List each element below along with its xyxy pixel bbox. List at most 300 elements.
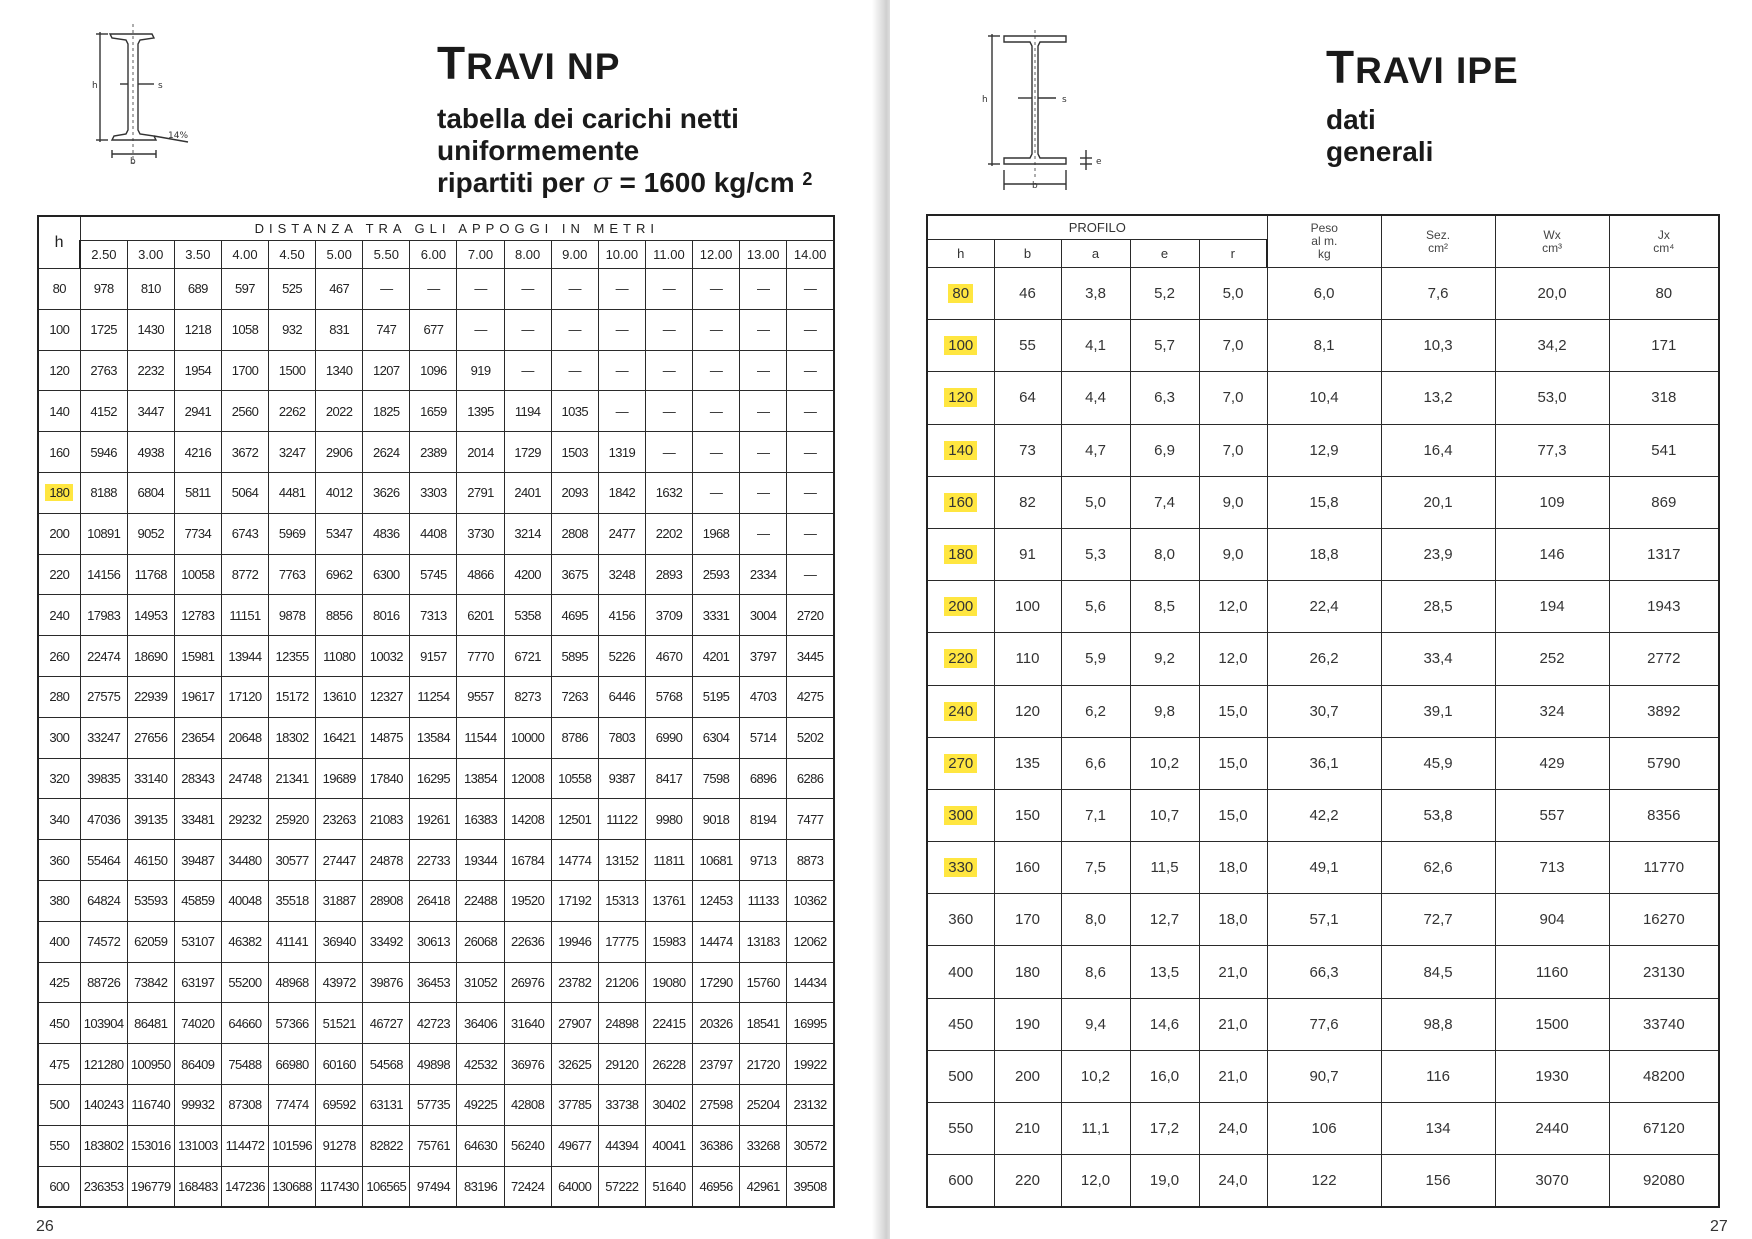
np-row-h-value: 550 <box>49 1138 70 1154</box>
np-load-cell: 19080 <box>645 962 692 1003</box>
np-load-cell: 4481 <box>269 472 316 513</box>
ipe-value-cell: 53,0 <box>1495 372 1609 424</box>
np-load-cell: 77474 <box>269 1084 316 1125</box>
ipe-table-row <box>927 946 1719 998</box>
ipe-row-h-value: 160 <box>944 493 977 512</box>
np-row-h-value: 100 <box>49 322 70 338</box>
ipe-value-cell: 904 <box>1495 894 1609 946</box>
np-load-cell: 7477 <box>787 799 834 840</box>
np-row-h-value: 220 <box>49 566 70 582</box>
ipe-table-row <box>927 1103 1719 1155</box>
np-load-cell: 74572 <box>80 921 127 962</box>
np-load-cell: 3730 <box>457 513 504 554</box>
np-load-cell: — <box>551 350 598 391</box>
ipe-value-cell: 72,7 <box>1381 894 1495 946</box>
np-distance-header: 7.00 <box>457 241 504 269</box>
np-row-h-cell <box>38 269 80 310</box>
ipe-value-cell: 146 <box>1495 528 1609 580</box>
np-load-cell: 6896 <box>740 758 787 799</box>
page-subtitle <box>437 103 812 199</box>
np-load-cell: 8016 <box>363 595 410 636</box>
np-table-row <box>38 1044 834 1085</box>
ipe-row-h-value: 360 <box>948 911 974 929</box>
np-load-cell: 36406 <box>457 1003 504 1044</box>
np-load-cell: 2389 <box>410 432 457 473</box>
np-row-h-value: 280 <box>49 689 70 705</box>
np-load-cell: 978 <box>80 269 127 310</box>
np-table-row <box>38 840 834 881</box>
ipe-value-cell: 12,9 <box>1267 424 1381 476</box>
np-load-cell: 26228 <box>645 1044 692 1085</box>
np-load-cell: 14953 <box>127 595 174 636</box>
np-load-cell: 10558 <box>551 758 598 799</box>
ipe-row-h-cell <box>927 424 994 476</box>
ipe-value-cell: 171 <box>1609 320 1719 372</box>
np-load-cell: 39487 <box>174 840 221 881</box>
ipe-value-cell: 160 <box>994 842 1061 894</box>
ipe-value-cell: 6,2 <box>1061 685 1130 737</box>
np-load-cell: 21341 <box>269 758 316 799</box>
np-load-cell: 8873 <box>787 840 834 881</box>
np-row-h-value: 180 <box>45 484 73 501</box>
np-load-cell: 1194 <box>504 391 551 432</box>
np-load-cell: 47036 <box>80 799 127 840</box>
ipe-value-cell: 7,6 <box>1381 268 1495 320</box>
formula-exponent: 2 <box>802 169 813 189</box>
np-load-cell: 51521 <box>316 1003 363 1044</box>
diagram-label-h: h <box>92 81 98 91</box>
ipe-value-cell: 55 <box>994 320 1061 372</box>
subtitle-line-2: uniformemente <box>437 135 640 166</box>
np-load-cell: 3675 <box>551 554 598 595</box>
np-load-cell: 57735 <box>410 1084 457 1125</box>
np-load-cell: 39135 <box>127 799 174 840</box>
np-load-cell: 11080 <box>316 636 363 677</box>
ipe-value-cell: 15,8 <box>1267 476 1381 528</box>
np-load-cell: — <box>645 391 692 432</box>
np-table-row <box>38 880 834 921</box>
np-load-cell: 4156 <box>598 595 645 636</box>
np-load-cell: 12355 <box>269 636 316 677</box>
np-beam-section-diagram <box>92 24 212 174</box>
np-load-cell: 82822 <box>363 1125 410 1166</box>
np-row-h-value: 140 <box>49 403 70 419</box>
np-load-cell: 14156 <box>80 554 127 595</box>
np-load-cell: 6743 <box>221 513 268 554</box>
ipe-table-row <box>927 789 1719 841</box>
np-load-cell: 183802 <box>80 1125 127 1166</box>
np-load-cell: 99932 <box>174 1084 221 1125</box>
ipe-page-subtitle <box>1326 104 1433 168</box>
ipe-value-cell: 11770 <box>1609 842 1719 894</box>
np-load-cell: 9052 <box>127 513 174 554</box>
np-load-cell: 6286 <box>787 758 834 799</box>
np-distance-header: 4.50 <box>269 241 316 269</box>
np-load-cell: 1096 <box>410 350 457 391</box>
diagram-label-slope: 14% <box>168 131 189 141</box>
np-load-cell: 40048 <box>221 880 268 921</box>
np-load-cell: — <box>551 269 598 310</box>
np-load-cell: 5202 <box>787 717 834 758</box>
np-load-cell: 5358 <box>504 595 551 636</box>
np-load-cell: 53593 <box>127 880 174 921</box>
np-load-cell: 16295 <box>410 758 457 799</box>
np-load-cell: 8188 <box>80 472 127 513</box>
np-load-cell: 2893 <box>645 554 692 595</box>
np-load-cell: 28343 <box>174 758 221 799</box>
np-load-cell: 15760 <box>740 962 787 1003</box>
ipe-value-cell: 84,5 <box>1381 946 1495 998</box>
ipe-col-b: b <box>994 240 1061 268</box>
np-load-cell: 87308 <box>221 1084 268 1125</box>
np-row-h-value: 475 <box>49 1056 70 1072</box>
ipe-row-h-value: 450 <box>948 1015 974 1033</box>
np-load-cell: — <box>645 432 692 473</box>
title-rest: RAVI NP <box>466 46 621 87</box>
ipe-row-h-cell <box>927 737 994 789</box>
ipe-value-cell: 5,0 <box>1061 476 1130 528</box>
ipe-value-cell: 194 <box>1495 581 1609 633</box>
np-load-cell: — <box>787 391 834 432</box>
np-load-cell: 62059 <box>127 921 174 962</box>
np-load-cell: 11768 <box>127 554 174 595</box>
ipe-row-h-cell <box>927 685 994 737</box>
np-load-cell: 6804 <box>127 472 174 513</box>
np-load-cell: 32625 <box>551 1044 598 1085</box>
np-load-cell: 19922 <box>787 1044 834 1085</box>
np-row-h-value: 425 <box>49 974 70 990</box>
np-load-cell: 8273 <box>504 676 551 717</box>
np-load-cell: 31640 <box>504 1003 551 1044</box>
np-load-cell: 39835 <box>80 758 127 799</box>
np-load-cell: 2593 <box>693 554 740 595</box>
np-load-cell: 1842 <box>598 472 645 513</box>
np-distance-header: 11.00 <box>645 241 692 269</box>
np-load-cell: 33268 <box>740 1125 787 1166</box>
np-row-h-cell <box>38 1003 80 1044</box>
np-load-cell: 49898 <box>410 1044 457 1085</box>
np-load-cell: 1500 <box>269 350 316 391</box>
ipe-value-cell: 9,2 <box>1130 633 1199 685</box>
np-load-cell: 22488 <box>457 880 504 921</box>
np-table-row <box>38 432 834 473</box>
formula-value: = 1600 kg/cm <box>611 167 795 198</box>
np-load-cell: — <box>645 350 692 391</box>
np-row-h-value: 400 <box>49 934 70 950</box>
np-load-cell: 1430 <box>127 309 174 350</box>
ipe-value-cell: 16,4 <box>1381 424 1495 476</box>
ipe-value-cell: 1930 <box>1495 1050 1609 1102</box>
np-load-cell: 2093 <box>551 472 598 513</box>
np-distance-header-row <box>38 241 834 269</box>
np-load-cell: 4670 <box>645 636 692 677</box>
np-load-cell: 17120 <box>221 676 268 717</box>
np-load-cell: 6962 <box>316 554 363 595</box>
np-load-cell: 23782 <box>551 962 598 1003</box>
ipe-value-cell: 8,5 <box>1130 581 1199 633</box>
ipe-table-row <box>927 424 1719 476</box>
np-table-row <box>38 921 834 962</box>
np-load-cell: 116740 <box>127 1084 174 1125</box>
np-load-cell: 55464 <box>80 840 127 881</box>
np-load-cell: 57222 <box>598 1166 645 1207</box>
ipe-table-body <box>927 268 1719 1207</box>
np-row-h-cell <box>38 880 80 921</box>
ipe-value-cell: 9,0 <box>1199 528 1267 580</box>
np-load-cell: 2262 <box>269 391 316 432</box>
np-load-cell: 48968 <box>269 962 316 1003</box>
np-load-cell: 42532 <box>457 1044 504 1085</box>
ipe-row-h-value: 240 <box>944 702 977 721</box>
np-load-cell: 5226 <box>598 636 645 677</box>
np-load-cell: 2014 <box>457 432 504 473</box>
np-load-cell: 57366 <box>269 1003 316 1044</box>
np-load-cell: 1319 <box>598 432 645 473</box>
ipe-value-cell: 66,3 <box>1267 946 1381 998</box>
ipe-row-h-value: 180 <box>944 545 977 564</box>
np-load-cell: 30613 <box>410 921 457 962</box>
np-load-cell: 8772 <box>221 554 268 595</box>
np-load-cell: 13584 <box>410 717 457 758</box>
np-load-cell: — <box>598 309 645 350</box>
np-table-row <box>38 758 834 799</box>
np-load-cell: 2477 <box>598 513 645 554</box>
np-load-cell: 4275 <box>787 676 834 717</box>
np-load-cell: 33481 <box>174 799 221 840</box>
np-load-cell: 3247 <box>269 432 316 473</box>
np-row-h-cell <box>38 921 80 962</box>
ipe-value-cell: 190 <box>994 998 1061 1050</box>
ipe-value-cell: 1317 <box>1609 528 1719 580</box>
np-load-cell: 10032 <box>363 636 410 677</box>
np-load-cell: 20648 <box>221 717 268 758</box>
np-load-cell: 43972 <box>316 962 363 1003</box>
np-load-cell: 42808 <box>504 1084 551 1125</box>
ipe-value-cell: 11,1 <box>1061 1103 1130 1155</box>
np-load-cell: — <box>693 472 740 513</box>
np-load-cell: 4695 <box>551 595 598 636</box>
np-load-cell: 196779 <box>127 1166 174 1207</box>
np-load-cell: — <box>740 432 787 473</box>
np-load-cell: 5064 <box>221 472 268 513</box>
np-load-cell: 36940 <box>316 921 363 962</box>
ipe-row-h-value: 330 <box>944 858 977 877</box>
np-load-cell: 19520 <box>504 880 551 921</box>
ipe-value-cell: 180 <box>994 946 1061 998</box>
np-load-cell: 41141 <box>269 921 316 962</box>
ipe-value-cell: 92080 <box>1609 1155 1719 1207</box>
ipe-table-row <box>927 998 1719 1050</box>
np-load-cell: — <box>504 269 551 310</box>
np-load-cell: 5195 <box>693 676 740 717</box>
np-load-cell: 810 <box>127 269 174 310</box>
np-load-cell: 13761 <box>645 880 692 921</box>
np-load-cell: 28908 <box>363 880 410 921</box>
np-load-cell: 747 <box>363 309 410 350</box>
np-load-cell: 12008 <box>504 758 551 799</box>
ipe-row-h-cell <box>927 476 994 528</box>
np-table-row <box>38 799 834 840</box>
ipe-value-cell: 30,7 <box>1267 685 1381 737</box>
np-load-cell: 64824 <box>80 880 127 921</box>
np-row-h-cell <box>38 636 80 677</box>
np-load-cell: 37785 <box>551 1084 598 1125</box>
ipe-value-cell: 18,0 <box>1199 894 1267 946</box>
np-load-cell: — <box>693 309 740 350</box>
np-load-cell: 3797 <box>740 636 787 677</box>
ipe-value-cell: 28,5 <box>1381 581 1495 633</box>
ipe-subtitle-line-1: dati <box>1326 104 1376 135</box>
np-load-cell: — <box>740 513 787 554</box>
np-load-cell: 3331 <box>693 595 740 636</box>
np-row-h-cell <box>38 1044 80 1085</box>
np-load-cell: 27575 <box>80 676 127 717</box>
np-row-h-value: 160 <box>49 444 70 460</box>
ipe-value-cell: 869 <box>1609 476 1719 528</box>
np-load-cell: 2906 <box>316 432 363 473</box>
np-load-cell: — <box>740 391 787 432</box>
np-load-cell: 1058 <box>221 309 268 350</box>
np-distance-header: 9.00 <box>551 241 598 269</box>
ipe-value-cell: 39,1 <box>1381 685 1495 737</box>
np-load-cell: 51640 <box>645 1166 692 1207</box>
np-load-cell: — <box>645 309 692 350</box>
np-load-cell: 18541 <box>740 1003 787 1044</box>
np-load-cell: 44394 <box>598 1125 645 1166</box>
np-row-h-cell <box>38 350 80 391</box>
ipe-value-cell: 15,0 <box>1199 737 1267 789</box>
np-load-cell: 4938 <box>127 432 174 473</box>
np-load-cell: 131003 <box>174 1125 221 1166</box>
np-load-cell: 27656 <box>127 717 174 758</box>
np-load-cell: — <box>740 350 787 391</box>
ipe-value-cell: 20,1 <box>1381 476 1495 528</box>
np-load-cell: 21083 <box>363 799 410 840</box>
ipe-value-cell: 6,3 <box>1130 372 1199 424</box>
ipe-value-cell: 16,0 <box>1130 1050 1199 1102</box>
np-load-cell: 36453 <box>410 962 457 1003</box>
np-load-cell: 33492 <box>363 921 410 962</box>
ipe-row-h-cell <box>927 894 994 946</box>
np-load-cell: 18302 <box>269 717 316 758</box>
np-load-cell: 18690 <box>127 636 174 677</box>
ipe-row-h-cell <box>927 372 994 424</box>
np-load-cell: 4012 <box>316 472 363 513</box>
np-load-cell: 932 <box>269 309 316 350</box>
np-load-cell: 22474 <box>80 636 127 677</box>
ipe-value-cell: 156 <box>1381 1155 1495 1207</box>
ipe-table-row <box>927 268 1719 320</box>
np-load-cell: 66980 <box>269 1044 316 1085</box>
np-load-cell: 147236 <box>221 1166 268 1207</box>
ipe-value-cell: 7,5 <box>1061 842 1130 894</box>
np-load-cell: 7598 <box>693 758 740 799</box>
np-load-cell: 4216 <box>174 432 221 473</box>
np-load-cell: 12453 <box>693 880 740 921</box>
np-load-cell: — <box>504 309 551 350</box>
np-load-cell: 26068 <box>457 921 504 962</box>
np-load-cell: 5745 <box>410 554 457 595</box>
ipe-value-cell: 122 <box>1267 1155 1381 1207</box>
np-row-h-cell <box>38 676 80 717</box>
ipe-value-cell: 98,8 <box>1381 998 1495 1050</box>
np-load-cell: 17775 <box>598 921 645 962</box>
ipe-value-cell: 1160 <box>1495 946 1609 998</box>
np-load-cell: 24898 <box>598 1003 645 1044</box>
np-load-cell: 2763 <box>80 350 127 391</box>
np-load-cell: 4866 <box>457 554 504 595</box>
np-load-cell: — <box>363 269 410 310</box>
ipe-value-cell: 5,7 <box>1130 320 1199 372</box>
np-load-cell: 7263 <box>551 676 598 717</box>
np-load-cell: — <box>410 269 457 310</box>
np-load-cell: 7734 <box>174 513 221 554</box>
ipe-value-cell: 45,9 <box>1381 737 1495 789</box>
np-load-cell: 35518 <box>269 880 316 921</box>
ipe-value-cell: 19,0 <box>1130 1155 1199 1207</box>
ipe-value-cell: 9,0 <box>1199 476 1267 528</box>
np-table-row <box>38 595 834 636</box>
np-load-cell: 15981 <box>174 636 221 677</box>
np-distance-header: 10.00 <box>598 241 645 269</box>
np-load-cell: 46727 <box>363 1003 410 1044</box>
np-load-cell: 8194 <box>740 799 787 840</box>
np-row-h-value: 240 <box>49 607 70 623</box>
np-load-cell: 121280 <box>80 1044 127 1085</box>
np-row-h-value: 380 <box>49 893 70 909</box>
np-table-row <box>38 350 834 391</box>
ipe-value-cell: 15,0 <box>1199 685 1267 737</box>
np-row-h-value: 300 <box>49 730 70 746</box>
ipe-table-row <box>927 1050 1719 1102</box>
ipe-col-jx: Jx cm⁴ <box>1609 215 1719 268</box>
ipe-row-h-cell <box>927 581 994 633</box>
ipe-profile-group-header: PROFILO <box>927 215 1267 240</box>
np-load-cell: 14474 <box>693 921 740 962</box>
np-load-cell: 13152 <box>598 840 645 881</box>
ipe-value-cell: 13,5 <box>1130 946 1199 998</box>
np-load-cell: 5811 <box>174 472 221 513</box>
np-load-cell: 19946 <box>551 921 598 962</box>
np-load-cell: — <box>787 432 834 473</box>
np-load-cell: 1503 <box>551 432 598 473</box>
np-load-cell: 15983 <box>645 921 692 962</box>
ipe-value-cell: 1943 <box>1609 581 1719 633</box>
np-row-h-cell <box>38 1166 80 1207</box>
np-row-h-cell <box>38 758 80 799</box>
np-load-cell: 168483 <box>174 1166 221 1207</box>
ipe-value-cell: 12,7 <box>1130 894 1199 946</box>
ipe-value-cell: 318 <box>1609 372 1719 424</box>
np-load-cell: 13610 <box>316 676 363 717</box>
np-load-cell: 2560 <box>221 391 268 432</box>
np-load-cell: 13944 <box>221 636 268 677</box>
ipe-value-cell: 8356 <box>1609 789 1719 841</box>
np-load-cell: 33738 <box>598 1084 645 1125</box>
ipe-value-cell: 48200 <box>1609 1050 1719 1102</box>
ipe-value-cell: 14,6 <box>1130 998 1199 1050</box>
np-load-cell: 3445 <box>787 636 834 677</box>
np-load-cell: 15172 <box>269 676 316 717</box>
np-load-cell: 3248 <box>598 554 645 595</box>
np-load-cell: 1659 <box>410 391 457 432</box>
ipe-value-cell: 106 <box>1267 1103 1381 1155</box>
ipe-value-cell: 77,3 <box>1495 424 1609 476</box>
ipe-value-cell: 3,8 <box>1061 268 1130 320</box>
ipe-table-row <box>927 894 1719 946</box>
np-load-cell: 8786 <box>551 717 598 758</box>
np-load-cell: 13183 <box>740 921 787 962</box>
